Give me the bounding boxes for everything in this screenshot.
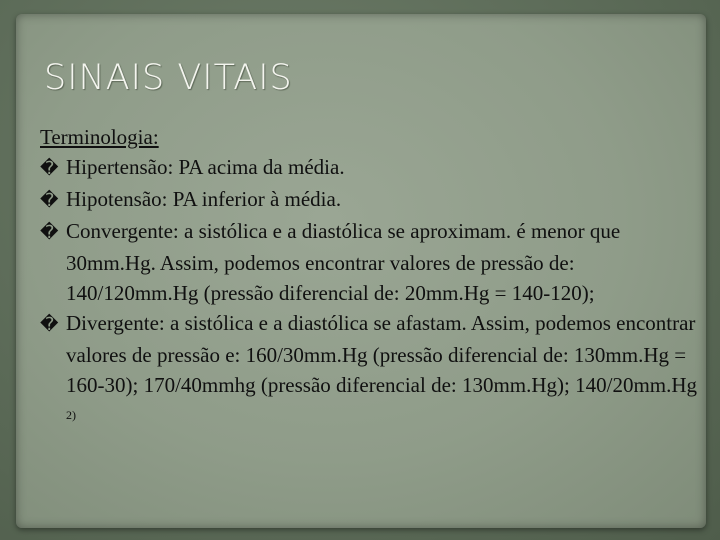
list-item-text: Hipotensão: PA inferior à média. xyxy=(66,187,342,211)
list-item xyxy=(40,308,700,437)
bullet-icon: � xyxy=(40,158,59,179)
bullet-icon: � xyxy=(40,314,59,335)
list-item-text: Divergente: a sistólica e a diastólica se afastam. Assim, podemos encontrar valores de pressão e: 160/30mm.Hg (pressão diferencial de: 130mm.Hg = 160-30); 170/40mmhg (pressão diferencial de: 130mm.Hg); 140/20mm.Hg xyxy=(66,311,698,397)
bullet-icon: � xyxy=(40,190,59,211)
list-item xyxy=(40,184,700,216)
subheading: Terminologia: xyxy=(40,125,159,149)
list-item-text: Hipertensão: PA acima da média. xyxy=(66,155,345,179)
slide-title: SINAIS VITAIS xyxy=(44,58,293,98)
reference-superscript: 2) xyxy=(66,408,76,422)
bullet-icon: � xyxy=(40,222,59,243)
slide-body xyxy=(40,122,700,437)
list-item xyxy=(40,216,700,308)
list-item xyxy=(40,152,700,184)
list-item-text: Convergente: a sistólica e a diastólica se aproximam. é menor que 30mm.Hg. Assim, podemos encontrar valores de pressão de: 140/120mm.Hg (pressão diferencial de: 20mm.Hg = 140-120); xyxy=(66,219,621,305)
